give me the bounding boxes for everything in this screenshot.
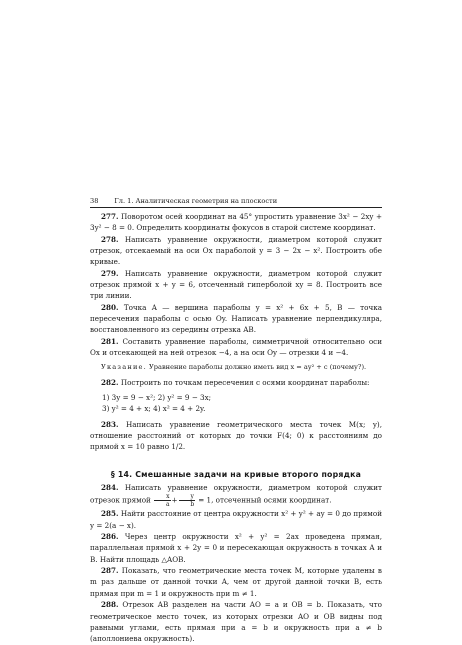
problem-number: 286. bbox=[101, 532, 119, 542]
problem-280 bbox=[90, 302, 382, 336]
fraction-x-over-a bbox=[154, 493, 170, 508]
plus-sign: + bbox=[171, 495, 178, 505]
problem-284 bbox=[90, 482, 382, 508]
problem-number: 280. bbox=[101, 302, 119, 312]
problem-288 bbox=[90, 599, 382, 644]
problem-285 bbox=[90, 508, 382, 531]
page-body bbox=[90, 211, 382, 645]
problem-283 bbox=[90, 419, 382, 453]
problem-number: 281. bbox=[101, 336, 119, 346]
problem-number: 284. bbox=[101, 483, 119, 493]
problem-281 bbox=[90, 336, 382, 359]
problem-text: Поворотом осей координат на 45° упростить уравнение 3x² − 2xy + 3y² − 8 = 0. Определить координаты фокусов в старой системе координат. bbox=[90, 212, 382, 233]
problem-282 bbox=[90, 377, 382, 388]
problem-text: Написать уравнение окружности, диаметром которой служит отрезок прямой x + y = 6, отсеченный гиперболой xy = 8. Построить все три линии. bbox=[90, 268, 382, 301]
problem-text: Найти расстояние от центра окружности x² + y² + ay = 0 до прямой y = 2(a − x). bbox=[90, 509, 382, 530]
hint-note bbox=[90, 362, 382, 372]
item-row: 3) y² = 4 + x; 4) x² = 4 + 2y. bbox=[102, 404, 206, 414]
problem-text-end: = 1, отсеченный осями координат. bbox=[198, 495, 332, 505]
numerator: x bbox=[154, 493, 170, 501]
problem-text: Составить уравнение параболы, симметричной относительно оси Ox и отсекающей на ней отрезок −4, а на оси Oy — отрезки 4 и −4. bbox=[90, 336, 382, 358]
item-row: 1) 3y = 9 − x²; 2) y² = 9 − 3x; bbox=[102, 393, 212, 403]
problem-number: 277. bbox=[101, 212, 119, 221]
problem-number: 288. bbox=[101, 600, 119, 610]
problem-text: Написать уравнение окружности, диаметром которой служит отрезок, отсекаемый на оси Ox параболой y = 3 − 2x − x². Построить обе кривые. bbox=[90, 234, 382, 267]
problem-number: 283. bbox=[101, 419, 119, 429]
problem-number: 279. bbox=[101, 268, 119, 278]
problem-287 bbox=[90, 565, 382, 599]
running-header bbox=[90, 197, 382, 208]
numerator: y bbox=[179, 493, 195, 501]
problem-286 bbox=[90, 531, 382, 565]
problem-text: Отрезок AB разделен на части AO = a и OB = b. Показать, что геометрическое место точек, из которых отрезки AO и OB видны под равными углами, есть прямая при a = b и окружность при a ≠ b (аполлониева окружность). bbox=[90, 600, 382, 644]
problem-text: Показать, что геометрические места точек M, которые удалены в m раз дальше от данной точки A, чем от другой данной точки B, есть прямая при m = 1 и окружность при m ≠ 1. bbox=[90, 566, 382, 598]
denominator: b bbox=[190, 501, 195, 509]
problem-number: 285. bbox=[101, 509, 119, 519]
page-number: 38 bbox=[90, 197, 99, 205]
problem-282-items bbox=[90, 392, 382, 415]
section-heading: § 14. Смешанные задачи на кривые второго порядка bbox=[110, 469, 362, 479]
problem-number: 278. bbox=[101, 234, 119, 244]
problem-text: Через центр окружности x² + y² = 2ax проведена прямая, параллельная прямой x + 2y = 0 и пересекающая окружность в точках A и B. Найти площадь △AOB. bbox=[90, 532, 382, 564]
problem-number: 282. bbox=[101, 377, 119, 387]
hint-label: Указание. bbox=[101, 363, 147, 372]
denominator: a bbox=[166, 501, 170, 509]
problem-number: 287. bbox=[101, 566, 119, 576]
problem-278 bbox=[90, 234, 382, 268]
problem-279 bbox=[90, 268, 382, 302]
problem-text: Точка A — вершина параболы y = x² + 6x + 5, B — точка пересечения параболы с осью Oy. Написать уравнение перпендикуляра, восстановленного из середины отрезка AB. bbox=[90, 302, 382, 335]
hint-text: Уравнение параболы должно иметь вид x = ay² + c (почему?). bbox=[149, 363, 367, 372]
problem-text: Написать уравнение окружности, диаметром которой служит отрезок прямой bbox=[90, 483, 382, 505]
problem-text: Написать уравнение геометрического места точек M(x; y), отношение расстояний от которых до точки F(4; 0) к расстояниям до прямой x = 10 равно 1/2. bbox=[90, 419, 382, 452]
problem-text: Построить по точкам пересечения с осями координат параболы: bbox=[120, 377, 370, 387]
fraction-y-over-b bbox=[179, 493, 195, 508]
problem-277 bbox=[90, 211, 382, 234]
chapter-title: Гл. 1. Аналитическая геометрия на плоскости bbox=[114, 197, 278, 205]
